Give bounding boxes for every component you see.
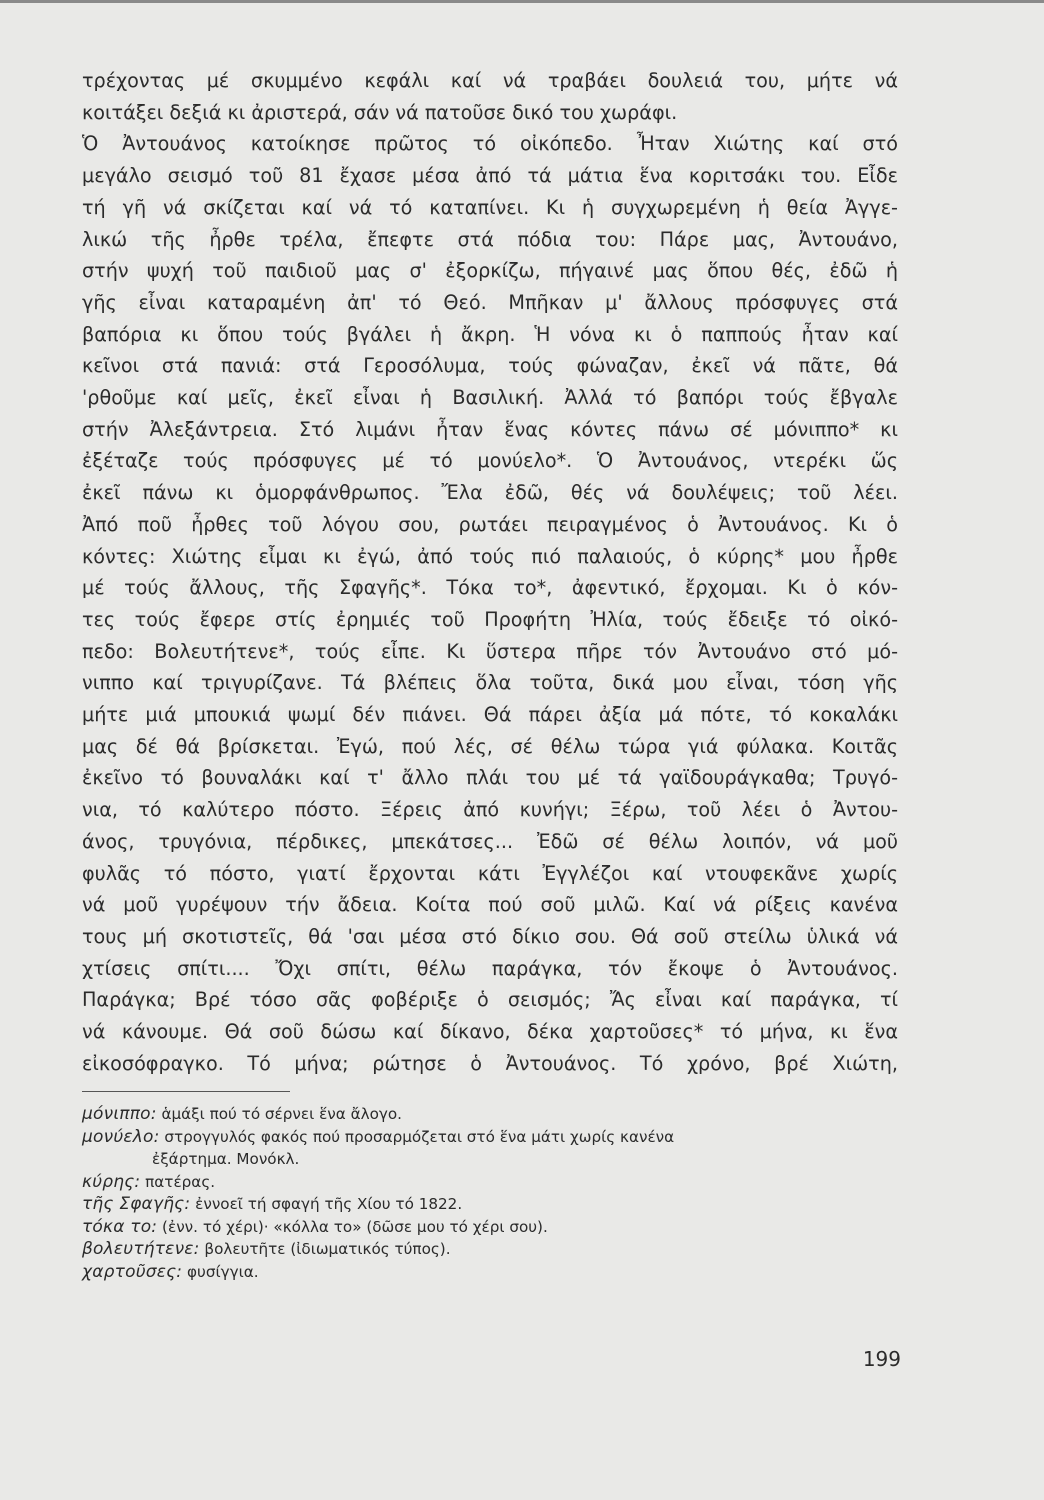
text-line: ἐκεῖ πάνω κι ὁμορφάνθρωπος. Ἔλα ἐδῶ, θές νά δουλέψεις; τοῦ λέει. xyxy=(82,481,898,505)
footnote-term: χαρτοῦσες: xyxy=(82,1261,183,1282)
text-line: Ὁ Ἀντουάνος κατοίκησε πρῶτος τό οἰκόπεδο. Ἦταν Χιώτης καί στό xyxy=(82,132,898,156)
footnote xyxy=(82,1193,922,1216)
text-line: λικώ τῆς ἦρθε τρέλα, ἔπεφτε στά πόδια του: Πάρε μας, Ἀντουάνο, xyxy=(82,227,898,251)
footnote-continuation xyxy=(82,1148,922,1171)
footnote-definition: φυσίγγια. xyxy=(182,1262,259,1281)
text-line: στήν ψυχή τοῦ παιδιοῦ μας σ' ἐξορκίζω, πήγαινέ μας ὅπου θές, ἐδῶ ἡ xyxy=(82,259,898,283)
text-line: κόντες: Χιώτης εἶμαι κι ἐγώ, ἀπό τούς πιό παλαιούς, ὁ κύρης* μου ἦρθε xyxy=(82,544,898,568)
footnote-term: τῆς Σφαγῆς: xyxy=(82,1194,191,1214)
text-line: εἰκοσόφραγκο. Τό μήνα; ρώτησε ὁ Ἀντουάνος. Τό χρόνο, βρέ Χιώτη, xyxy=(82,1051,898,1075)
text-line: νια, τό καλύτερο πόστο. Ξέρεις ἀπό κυνήγι; Ξέρω, τοῦ λέει ὁ Ἀντου- xyxy=(82,798,898,822)
footnote-definition: (ἐνν. τό χέρι)· «κόλλα το» (δῶσε μου τό χέρι σου). xyxy=(157,1217,548,1236)
text-line: μεγάλο σεισμό τοῦ 81 ἔχασε μέσα ἀπό τά μάτια ἕνα κοριτσάκι του. Εἶδε xyxy=(82,164,898,188)
text-line: μήτε μιά μπουκιά ψωμί δέν πιάνει. Θά πάρει ἀξία μά πότε, τό κοκαλάκι xyxy=(82,703,898,727)
text-line: ἐκεῖνο τό βουναλάκι καί τ' ἄλλο πλάι του μέ τά γαϊδουράγκαθα; Τρυγό- xyxy=(82,766,898,790)
text-line: άνος, τρυγόνια, πέρδικες, μπεκάτσες... Ἐδῶ σέ θέλω λοιπόν, νά μοῦ xyxy=(82,829,898,853)
text-line: τρέχοντας μέ σκυμμένο κεφάλι καί νά τραβάει δουλειά του, μήτε νά xyxy=(82,69,898,92)
footnote xyxy=(82,1126,922,1149)
text-line: νά μοῦ γυρέψουν τήν ἄδεια. Κοίτα πού σοῦ μιλῶ. Καί νά ρίξεις κανένα xyxy=(82,893,898,917)
footnote-term: κύρης: xyxy=(82,1171,141,1192)
text-line: ἐξέταζε τούς πρόσφυγες μέ τό μονύελο*. Ὁ Ἀντουάνος, ντερέκι ὥς xyxy=(82,449,898,473)
text-line: γῆς εἶναι καταραμένη ἀπ' τό Θεό. Μπῆκαν μ' ἄλλους πρόσφυγες στά xyxy=(82,290,898,314)
text-line: νιππο καί τριγυρίζανε. Τά βλέπεις ὅλα τοῦτα, δικά μου εἶναι, τόση γῆς xyxy=(82,671,898,695)
footnote-term: μονύελο: xyxy=(82,1126,160,1147)
text-line: κεῖνοι στά πανιά: στά Γεροσόλυμα, τούς φώναζαν, ἐκεῖ νά πᾶτε, θά xyxy=(82,354,898,378)
footnote xyxy=(82,1238,922,1261)
text-line: τους μή σκοτιστεῖς, θά 'σαι μέσα στό δίκιο σου. Θά σοῦ στείλω ὑλικά νά xyxy=(82,924,898,948)
footnote xyxy=(82,1171,922,1194)
text-line: Ἀπό ποῦ ἦρθες τοῦ λόγου σου, ρωτάει πειραγμένος ὁ Ἀντουάνος. Κι ὁ xyxy=(82,512,898,536)
footnote-definition: στρογγυλός φακός πού προσαρμόζεται στό ἕνα μάτι χωρίς κανένα xyxy=(159,1127,675,1146)
text-line: φυλᾶς τό πόστο, γιατί ἔρχονται κάτι Ἐγγλέζοι καί ντουφεκᾶνε χωρίς xyxy=(82,861,898,885)
footnote xyxy=(82,1103,922,1126)
footnote-definition: βολευτῆτε (ἰδιωματικός τύπος). xyxy=(199,1240,451,1258)
text-line: βαπόρια κι ὅπου τούς βγάλει ἡ ἄκρη. Ἡ νόνα κι ὁ παππούς ἦταν καί xyxy=(82,322,898,346)
text-line: μας δέ θά βρίσκεται. Ἐγώ, πού λές, σέ θέλω τώρα γιά φύλακα. Κοιτᾶς xyxy=(82,734,898,758)
text-line: στήν Ἀλεξάντρεια. Στό λιμάνι ἦταν ἕνας κόντες πάνω σέ μόνιππο* κι xyxy=(82,417,898,441)
text-line: χτίσεις σπίτι.... Ὄχι σπίτι, θέλω παράγκα, τόν ἔκοψε ὁ Ἀντουάνος. xyxy=(82,956,898,980)
text-line: 'ρθοῦμε καί μεῖς, ἐκεῖ εἶναι ἡ Βασιλική. Ἀλλά τό βαπόρι τούς ἔβγαλε xyxy=(82,386,898,410)
main-text xyxy=(82,65,898,1080)
text-line: πεδο: Βολευτήτενε*, τούς εἶπε. Κι ὕστερα πῆρε τόν Ἀντουάνο στό μό- xyxy=(82,639,898,663)
text-line: τή γῆ νά σκίζεται καί νά τό καταπίνει. Κι ἡ συγχωρεμένη ἡ θεία Ἀγγε- xyxy=(82,195,898,219)
text-line: κοιτάξει δεξιά κι ἀριστερά, σάν νά πατοῦσε δικό του χωράφι. xyxy=(82,100,678,124)
footnote xyxy=(82,1216,922,1239)
footnote-term: μόνιππο: xyxy=(82,1104,157,1124)
footnote-divider xyxy=(82,1091,290,1092)
footnote-definition: ἐξάρτημα. Μονόκλ. xyxy=(152,1150,300,1168)
text-line: νά κάνουμε. Θά σοῦ δώσω καί δίκανο, δέκα χαρτοῦσες* τό μήνα, κι ἕνα xyxy=(82,1020,898,1044)
footnotes xyxy=(82,1103,922,1283)
text-line: μέ τούς ἄλλους, τῆς Σφαγῆς*. Τόκα το*, ἀφεντικό, ἔρχομαι. Κι ὁ κόν- xyxy=(82,576,898,600)
footnote-term: τόκα το: xyxy=(82,1216,158,1237)
footnote-definition: πατέρας. xyxy=(140,1172,216,1191)
page-number: 199 xyxy=(862,1347,901,1371)
text-line: Παράγκα; Βρέ τόσο σᾶς φοβέριξε ὁ σεισμός; Ἄς εἶναι καί παράγκα, τί xyxy=(82,988,898,1012)
text-line: τες τούς ἔφερε στίς ἐρημιές τοῦ Προφήτη Ἠλία, τούς ἔδειξε τό οἰκό- xyxy=(82,607,898,631)
footnote-definition: ἁμάξι πού τό σέρνει ἕνα ἄλογο. xyxy=(156,1105,403,1123)
footnote xyxy=(82,1261,922,1284)
footnote-term: βολευτήτενε: xyxy=(82,1239,200,1259)
footnote-definition: ἐννοεῖ τή σφαγή τῆς Χίου τό 1822. xyxy=(190,1195,463,1213)
